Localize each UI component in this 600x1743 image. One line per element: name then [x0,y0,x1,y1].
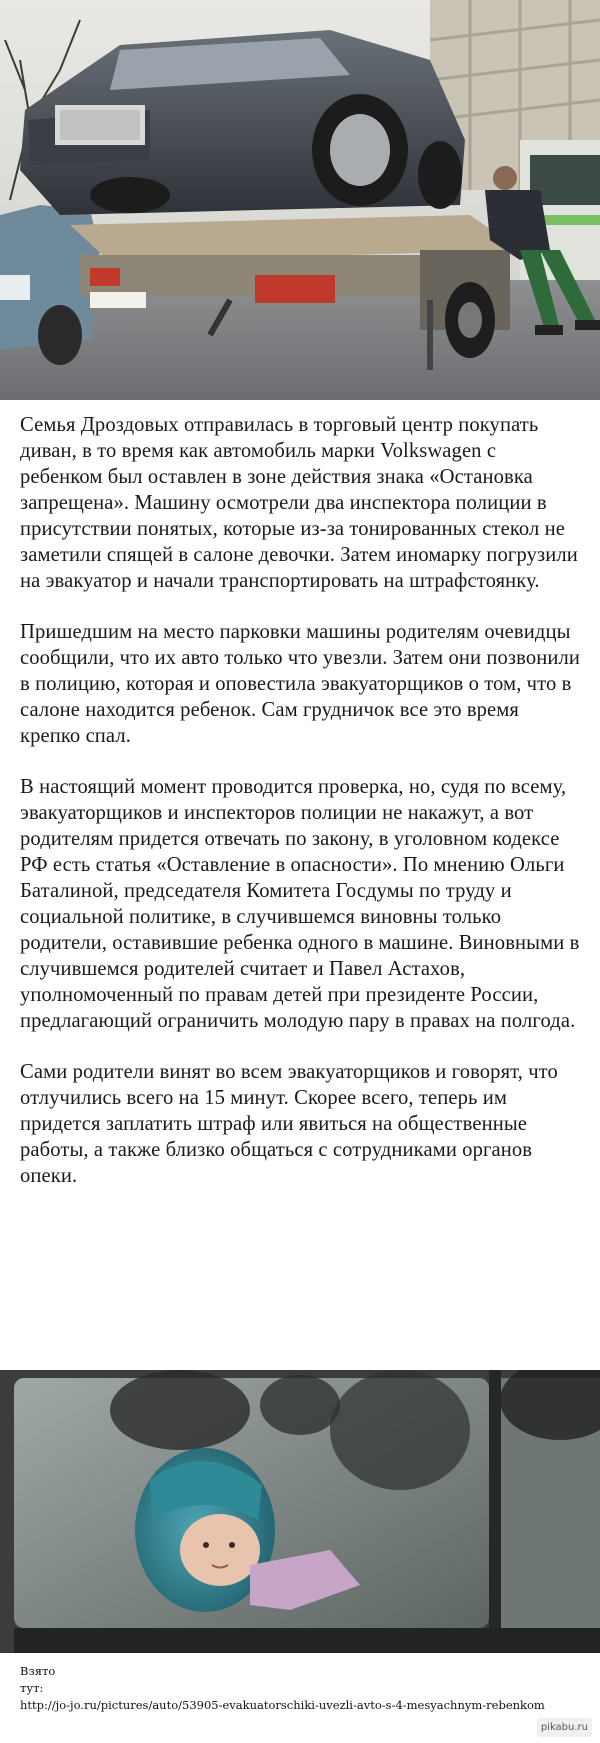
tow-truck-photo [0,0,600,400]
source-block [0,1653,600,1743]
article-body [0,400,600,1370]
article-paragraph: Пришедшим на место парковки машины родителям очевидцы сообщили, что их авто только что увезли. Затем они позвонили в полицию, которая и оповестила эвакуаторщиков о том, что в салоне находится ребенок. Сам грудничок все это время крепко спал. [20,621,580,747]
watermark: pikabu.ru [537,1718,592,1737]
article-paragraph: Сами родители винят во всем эвакуаторщиков и говорят, что отлучились всего на 15 минут. Скорее всего, теперь им придется заплатить штраф или явиться на общественные работы, а также близко общаться с сотрудниками органов опеки. [20,1061,558,1187]
tow-truck-illustration [0,0,600,400]
article-paragraph: В настоящий момент проводится проверка, но, судя по всему, эвакуаторщиков и инспекторов полиции не накажут, а вот родителям придется отвечать по закону, в уголовном кодексе РФ есть статья «Оставление в опасности». По мнению Ольги Баталиной, председателя Комитета Госдумы по труду и социальной политике, в случившемся виновны только родители, оставившие ребенка одного в машине. Виновными в случившемся родителей считает и Павел Астахов, уполномоченный по правам детей при президенте России, предлагающий ограничить молодую пару в правах на полгода. [20,776,580,1032]
article-paragraph: Семья Дроздовых отправилась в торговый центр покупать диван, в то время как автомобиль марки Volkswagen с ребенком был оставлен в зоне действия знака «Остановка запрещена». Машину осмотрели два инспектора полиции в присутствии понятых, которые из-за тонированных стекол не заметили спящей в салоне девочки. Затем иномарку погрузили на эвакуатор и начали транспортировать на штрафстоянку. [20,414,578,592]
source-link[interactable]: http://jo-jo.ru/pictures/auto/53905-evakuatorschiki-uvezli-avto-s-4-mesyachnym-rebenkom [20,1698,545,1712]
source-label: Взято [20,1664,56,1678]
baby-in-car-photo [0,1370,600,1653]
source-label: тут: [20,1681,44,1695]
baby-in-car-illustration [0,1370,600,1653]
